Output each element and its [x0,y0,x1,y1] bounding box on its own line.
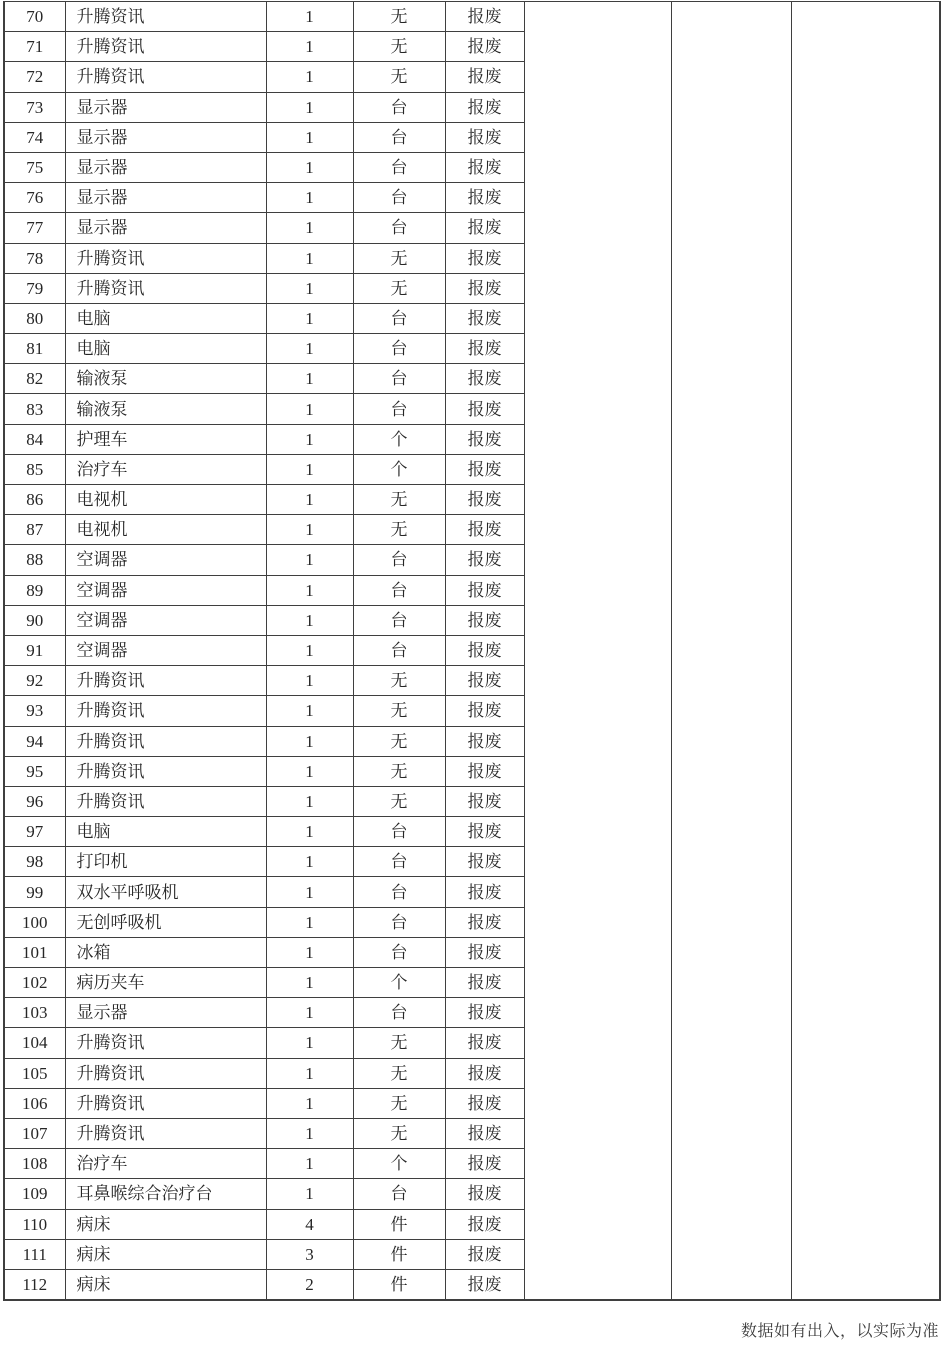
cell-index: 101 [4,937,65,967]
cell-quantity: 1 [266,183,353,213]
cell-status: 报废 [445,1118,524,1148]
cell-status: 报废 [445,485,524,515]
cell-name: 病床 [65,1239,266,1269]
cell-index: 83 [4,394,65,424]
cell-quantity: 1 [266,122,353,152]
cell-quantity: 1 [266,485,353,515]
cell-unit: 件 [353,1269,445,1300]
footer-disclaimer: 数据如有出入，以实际为准 [740,1323,939,1340]
cell-name: 升腾资讯 [65,62,266,92]
cell-status: 报废 [445,696,524,726]
cell-unit: 台 [353,575,445,605]
empty-column-3 [791,2,940,1301]
cell-status: 报废 [445,937,524,967]
cell-index: 79 [4,273,65,303]
cell-name: 电视机 [65,515,266,545]
cell-quantity: 1 [266,1058,353,1088]
cell-status: 报废 [445,454,524,484]
cell-quantity: 1 [266,334,353,364]
cell-index: 74 [4,122,65,152]
cell-quantity: 1 [266,424,353,454]
cell-name: 升腾资讯 [65,1028,266,1058]
cell-index: 87 [4,515,65,545]
cell-quantity: 1 [266,786,353,816]
cell-status: 报废 [445,243,524,273]
cell-index: 95 [4,756,65,786]
cell-status: 报废 [445,273,524,303]
cell-unit: 个 [353,968,445,998]
cell-name: 升腾资讯 [65,1058,266,1088]
cell-index: 71 [4,32,65,62]
cell-name: 双水平呼吸机 [65,877,266,907]
cell-quantity: 1 [266,1149,353,1179]
cell-name: 空调器 [65,545,266,575]
cell-status: 报废 [445,183,524,213]
cell-name: 升腾资讯 [65,786,266,816]
cell-index: 98 [4,847,65,877]
cell-name: 显示器 [65,92,266,122]
cell-quantity: 1 [266,1028,353,1058]
cell-status: 报废 [445,786,524,816]
cell-name: 打印机 [65,847,266,877]
cell-index: 97 [4,817,65,847]
cell-index: 100 [4,907,65,937]
cell-index: 92 [4,666,65,696]
cell-name: 升腾资讯 [65,32,266,62]
cell-unit: 台 [353,122,445,152]
cell-name: 电脑 [65,334,266,364]
cell-index: 94 [4,726,65,756]
cell-status: 报废 [445,907,524,937]
cell-unit: 无 [353,786,445,816]
cell-quantity: 1 [266,575,353,605]
cell-name: 升腾资讯 [65,696,266,726]
cell-status: 报废 [445,666,524,696]
cell-quantity: 1 [266,515,353,545]
cell-status: 报废 [445,152,524,182]
cell-unit: 台 [353,364,445,394]
cell-name: 电视机 [65,485,266,515]
cell-index: 88 [4,545,65,575]
cell-status: 报废 [445,968,524,998]
cell-unit: 个 [353,424,445,454]
cell-index: 102 [4,968,65,998]
cell-name: 升腾资讯 [65,726,266,756]
cell-name: 护理车 [65,424,266,454]
cell-unit: 台 [353,213,445,243]
cell-unit: 件 [353,1209,445,1239]
cell-name: 升腾资讯 [65,1088,266,1118]
cell-quantity: 1 [266,364,353,394]
cell-name: 升腾资讯 [65,243,266,273]
cell-quantity: 1 [266,152,353,182]
cell-unit: 台 [353,334,445,364]
cell-index: 93 [4,696,65,726]
cell-status: 报废 [445,213,524,243]
cell-unit: 无 [353,273,445,303]
cell-name: 耳鼻喉综合治疗台 [65,1179,266,1209]
cell-unit: 无 [353,485,445,515]
cell-name: 冰箱 [65,937,266,967]
cell-index: 111 [4,1239,65,1269]
cell-status: 报废 [445,1269,524,1300]
cell-quantity: 1 [266,454,353,484]
cell-unit: 台 [353,605,445,635]
cell-name: 治疗车 [65,1149,266,1179]
cell-unit: 无 [353,62,445,92]
cell-unit: 无 [353,696,445,726]
cell-unit: 无 [353,2,445,32]
cell-unit: 无 [353,666,445,696]
cell-quantity: 1 [266,937,353,967]
cell-quantity: 1 [266,243,353,273]
cell-status: 报废 [445,303,524,333]
cell-name: 输液泵 [65,364,266,394]
cell-index: 73 [4,92,65,122]
cell-name: 空调器 [65,575,266,605]
scrap-items-table [3,1,941,1301]
cell-quantity: 1 [266,907,353,937]
cell-status: 报废 [445,998,524,1028]
cell-index: 96 [4,786,65,816]
cell-name: 升腾资讯 [65,666,266,696]
cell-unit: 无 [353,726,445,756]
cell-status: 报废 [445,877,524,907]
cell-status: 报废 [445,32,524,62]
cell-name: 升腾资讯 [65,2,266,32]
cell-unit: 台 [353,183,445,213]
cell-quantity: 1 [266,998,353,1028]
cell-quantity: 1 [266,2,353,32]
cell-index: 90 [4,605,65,635]
cell-status: 报废 [445,62,524,92]
cell-quantity: 1 [266,32,353,62]
cell-status: 报废 [445,424,524,454]
cell-unit: 台 [353,817,445,847]
cell-name: 病历夹车 [65,968,266,998]
cell-name: 显示器 [65,152,266,182]
cell-quantity: 4 [266,1209,353,1239]
cell-unit: 台 [353,847,445,877]
cell-name: 升腾资讯 [65,756,266,786]
cell-quantity: 1 [266,817,353,847]
cell-index: 108 [4,1149,65,1179]
empty-column-2 [671,2,791,1301]
cell-unit: 台 [353,303,445,333]
table-body [4,2,940,1301]
cell-status: 报废 [445,1058,524,1088]
cell-status: 报废 [445,515,524,545]
cell-index: 75 [4,152,65,182]
cell-quantity: 1 [266,968,353,998]
cell-status: 报废 [445,364,524,394]
cell-index: 81 [4,334,65,364]
cell-status: 报废 [445,1179,524,1209]
cell-quantity: 2 [266,1269,353,1300]
cell-status: 报废 [445,2,524,32]
cell-index: 107 [4,1118,65,1148]
cell-index: 72 [4,62,65,92]
cell-quantity: 1 [266,696,353,726]
cell-status: 报废 [445,1209,524,1239]
cell-quantity: 1 [266,545,353,575]
cell-quantity: 1 [266,303,353,333]
cell-status: 报废 [445,726,524,756]
cell-name: 显示器 [65,122,266,152]
cell-status: 报废 [445,756,524,786]
cell-index: 84 [4,424,65,454]
cell-index: 89 [4,575,65,605]
cell-quantity: 1 [266,847,353,877]
cell-name: 病床 [65,1209,266,1239]
cell-status: 报废 [445,1088,524,1118]
cell-name: 显示器 [65,183,266,213]
cell-unit: 台 [353,152,445,182]
cell-quantity: 1 [266,605,353,635]
cell-status: 报废 [445,394,524,424]
cell-index: 77 [4,213,65,243]
cell-quantity: 1 [266,877,353,907]
cell-index: 109 [4,1179,65,1209]
cell-index: 76 [4,183,65,213]
cell-name: 空调器 [65,605,266,635]
cell-index: 110 [4,1209,65,1239]
cell-unit: 无 [353,1088,445,1118]
cell-name: 显示器 [65,998,266,1028]
cell-index: 86 [4,485,65,515]
cell-status: 报废 [445,122,524,152]
cell-index: 104 [4,1028,65,1058]
cell-unit: 台 [353,937,445,967]
cell-status: 报废 [445,635,524,665]
cell-unit: 个 [353,454,445,484]
cell-name: 升腾资讯 [65,1118,266,1148]
cell-unit: 无 [353,515,445,545]
cell-unit: 无 [353,1118,445,1148]
cell-quantity: 3 [266,1239,353,1269]
cell-quantity: 1 [266,666,353,696]
cell-name: 无创呼吸机 [65,907,266,937]
cell-quantity: 1 [266,1179,353,1209]
cell-quantity: 1 [266,213,353,243]
cell-unit: 个 [353,1149,445,1179]
cell-unit: 台 [353,92,445,122]
cell-index: 85 [4,454,65,484]
empty-column-1 [524,2,671,1301]
cell-status: 报废 [445,1149,524,1179]
cell-index: 106 [4,1088,65,1118]
cell-index: 80 [4,303,65,333]
cell-quantity: 1 [266,62,353,92]
cell-unit: 无 [353,1028,445,1058]
cell-unit: 无 [353,756,445,786]
cell-unit: 台 [353,635,445,665]
cell-status: 报废 [445,817,524,847]
cell-quantity: 1 [266,394,353,424]
cell-unit: 台 [353,998,445,1028]
cell-index: 105 [4,1058,65,1088]
cell-unit: 台 [353,545,445,575]
cell-unit: 无 [353,243,445,273]
cell-status: 报废 [445,1028,524,1058]
cell-unit: 台 [353,1179,445,1209]
cell-index: 70 [4,2,65,32]
cell-index: 112 [4,1269,65,1300]
cell-status: 报废 [445,575,524,605]
cell-status: 报废 [445,334,524,364]
cell-index: 78 [4,243,65,273]
cell-quantity: 1 [266,273,353,303]
cell-unit: 台 [353,877,445,907]
cell-index: 99 [4,877,65,907]
cell-name: 显示器 [65,213,266,243]
cell-quantity: 1 [266,1118,353,1148]
cell-index: 103 [4,998,65,1028]
cell-status: 报废 [445,92,524,122]
cell-unit: 台 [353,907,445,937]
cell-name: 升腾资讯 [65,273,266,303]
cell-status: 报废 [445,545,524,575]
cell-unit: 台 [353,394,445,424]
cell-index: 82 [4,364,65,394]
cell-unit: 无 [353,32,445,62]
cell-name: 电脑 [65,303,266,333]
cell-status: 报废 [445,605,524,635]
cell-quantity: 1 [266,756,353,786]
cell-unit: 件 [353,1239,445,1269]
cell-quantity: 1 [266,635,353,665]
cell-quantity: 1 [266,1088,353,1118]
cell-name: 治疗车 [65,454,266,484]
cell-quantity: 1 [266,726,353,756]
table-row [4,2,940,32]
cell-unit: 无 [353,1058,445,1088]
cell-quantity: 1 [266,92,353,122]
cell-name: 空调器 [65,635,266,665]
cell-name: 电脑 [65,817,266,847]
cell-status: 报废 [445,847,524,877]
cell-name: 病床 [65,1269,266,1300]
cell-index: 91 [4,635,65,665]
cell-status: 报废 [445,1239,524,1269]
cell-name: 输液泵 [65,394,266,424]
